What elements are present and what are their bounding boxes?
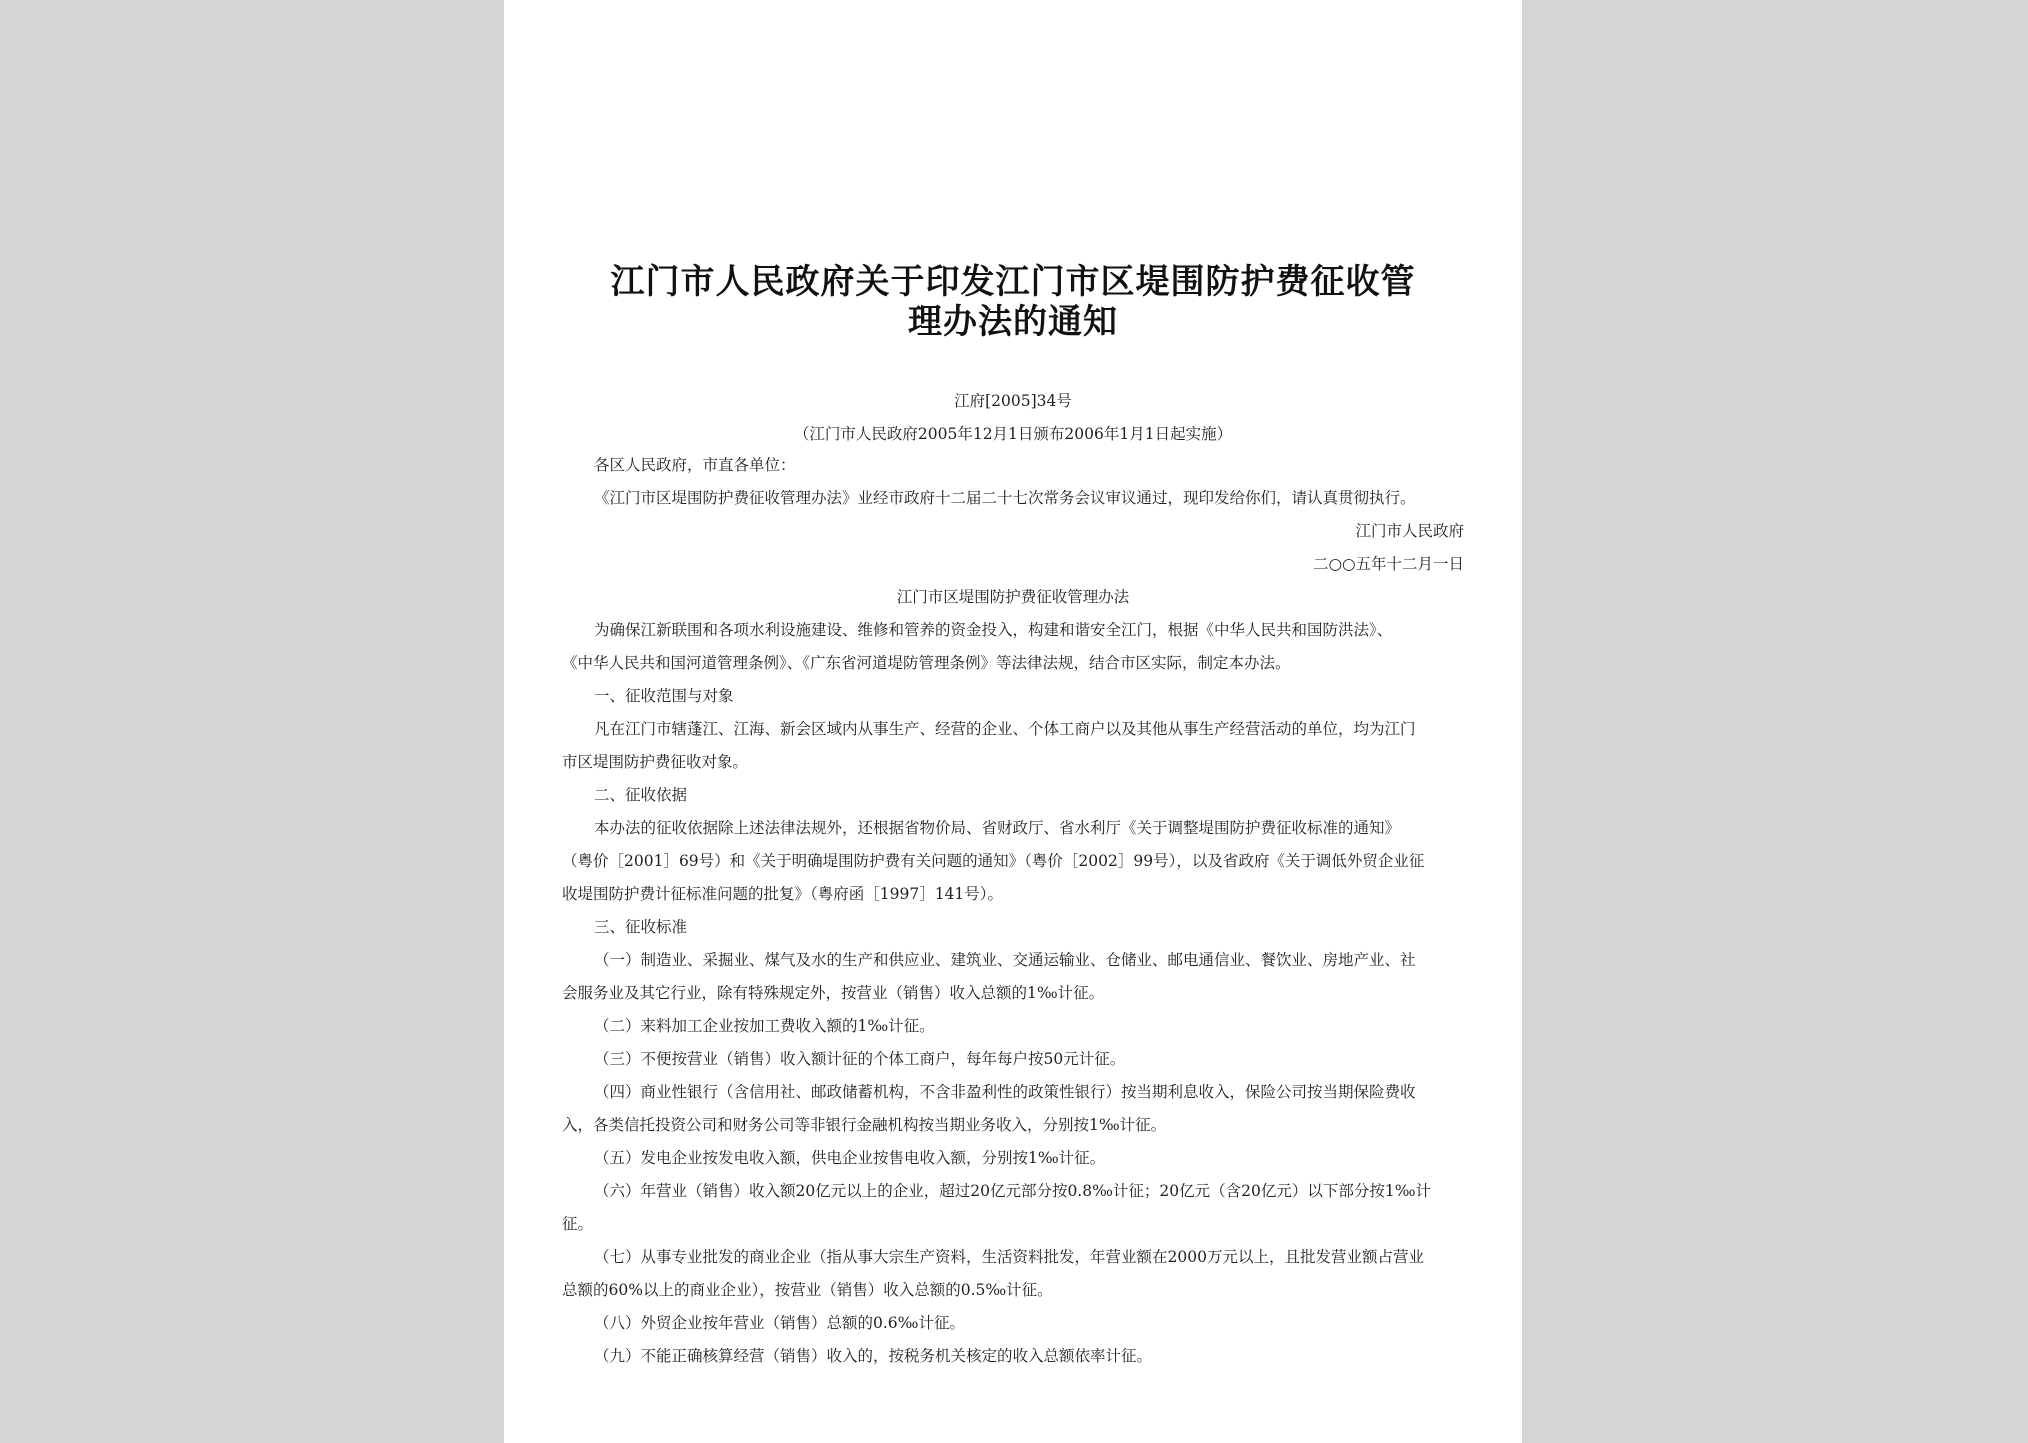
- salutation: 各区人民政府，市直各单位：: [594, 456, 796, 474]
- issue-note: （江门市人民政府2005年12月1日颁布2006年1月1日起实施）: [793, 425, 1233, 443]
- body-line: 《中华人民共和国河道管理条例》、《广东省河道堤防管理条例》等法律法规，结合市区实际，制定本办法。: [562, 654, 1291, 672]
- body-line: 本办法的征收依据除上述法律法规外，还根据省物价局、省财政厅、省水利厅《关于调整堤围防护费征收标准的通知》: [594, 819, 1401, 837]
- body-line: （一）制造业、采掘业、煤气及水的生产和供应业、建筑业、交通运输业、仓储业、邮电通信业、餐饮业、房地产业、社: [594, 951, 1416, 969]
- body-line: 征。: [562, 1215, 594, 1233]
- regulation-subtitle: 江门市区堤围防护费征收管理办法: [896, 588, 1130, 606]
- body-line: 为确保江新联围和各项水利设施建设、维修和管养的资金投入，构建和谐安全江门，根据《中华人民共和国防洪法》、: [594, 621, 1393, 639]
- document-number: 江府[2005]34号: [954, 392, 1072, 410]
- body-line: 会服务业及其它行业，除有特殊规定外，按营业（销售）收入总额的1‰计征。: [562, 984, 1105, 1002]
- body-line: 收堤围防护费计征标准问题的批复》（粤府函［1997］141号）。: [562, 885, 1004, 903]
- body-line: 总额的60%以上的商业企业），按营业（销售）收入总额的0.5‰计征。: [562, 1281, 1053, 1299]
- title-line-1: 江门市人民政府关于印发江门市区堤围防护费征收管: [610, 262, 1416, 302]
- body-line: （四）商业性银行（含信用社、邮政储蓄机构，不含非盈利性的政策性银行）按当期利息收入，保险公司按当期保险费收: [594, 1083, 1416, 1101]
- issue-date: 二○○五年十二月一日: [1312, 555, 1464, 573]
- title-line-2: 理办法的通知: [908, 302, 1118, 342]
- body-line: （五）发电企业按发电收入额，供电企业按售电收入额，分别按1‰计征。: [594, 1149, 1106, 1167]
- body-line: 凡在江门市辖蓬江、江海、新会区域内从事生产、经营的企业、个体工商户以及其他从事生产经营活动的单位，均为江门: [594, 720, 1416, 738]
- body-line: 入，各类信托投资公司和财务公司等非银行金融机构按当期业务收入，分别按1‰计征。: [562, 1116, 1167, 1134]
- body-line: （三）不便按营业（销售）收入额计征的个体工商户，每年每户按50元计征。: [594, 1050, 1126, 1068]
- section-heading: 三、征收标准: [594, 918, 688, 936]
- document-page: [504, 0, 1522, 1443]
- section-heading: 二、征收依据: [594, 786, 688, 804]
- body-line: （九）不能正确核算经营（销售）收入的，按税务机关核定的收入总额依率计征。: [594, 1347, 1153, 1365]
- issuer-signature: 江门市人民政府: [1355, 522, 1464, 540]
- body-line: 市区堤围防护费征收对象。: [562, 753, 749, 771]
- body-line: （二）来料加工企业按加工费收入额的1‰计征。: [594, 1017, 935, 1035]
- body-line: （粤价［2001］69号）和《关于明确堤围防护费有关问题的通知》（粤价［2002］99号），以及省政府《关于调低外贸企业征: [562, 852, 1425, 870]
- body-line: （六）年营业（销售）收入额20亿元以上的企业，超过20亿元部分按0.8‰计征；20亿元（含20亿元）以下部分按1‰计: [594, 1182, 1432, 1200]
- body-line: （七）从事专业批发的商业企业（指从事大宗生产资料，生活资料批发，年营业额在2000万元以上，且批发营业额占营业: [594, 1248, 1424, 1266]
- notice-body: 《江门市区堤围防护费征收管理办法》业经市政府十二届二十七次常务会议审议通过，现印发给你们，请认真贯彻执行。: [594, 489, 1416, 507]
- body-line: （八）外贸企业按年营业（销售）总额的0.6‰计征。: [594, 1314, 965, 1332]
- section-heading: 一、征收范围与对象: [594, 687, 734, 705]
- document-title: [584, 262, 1442, 342]
